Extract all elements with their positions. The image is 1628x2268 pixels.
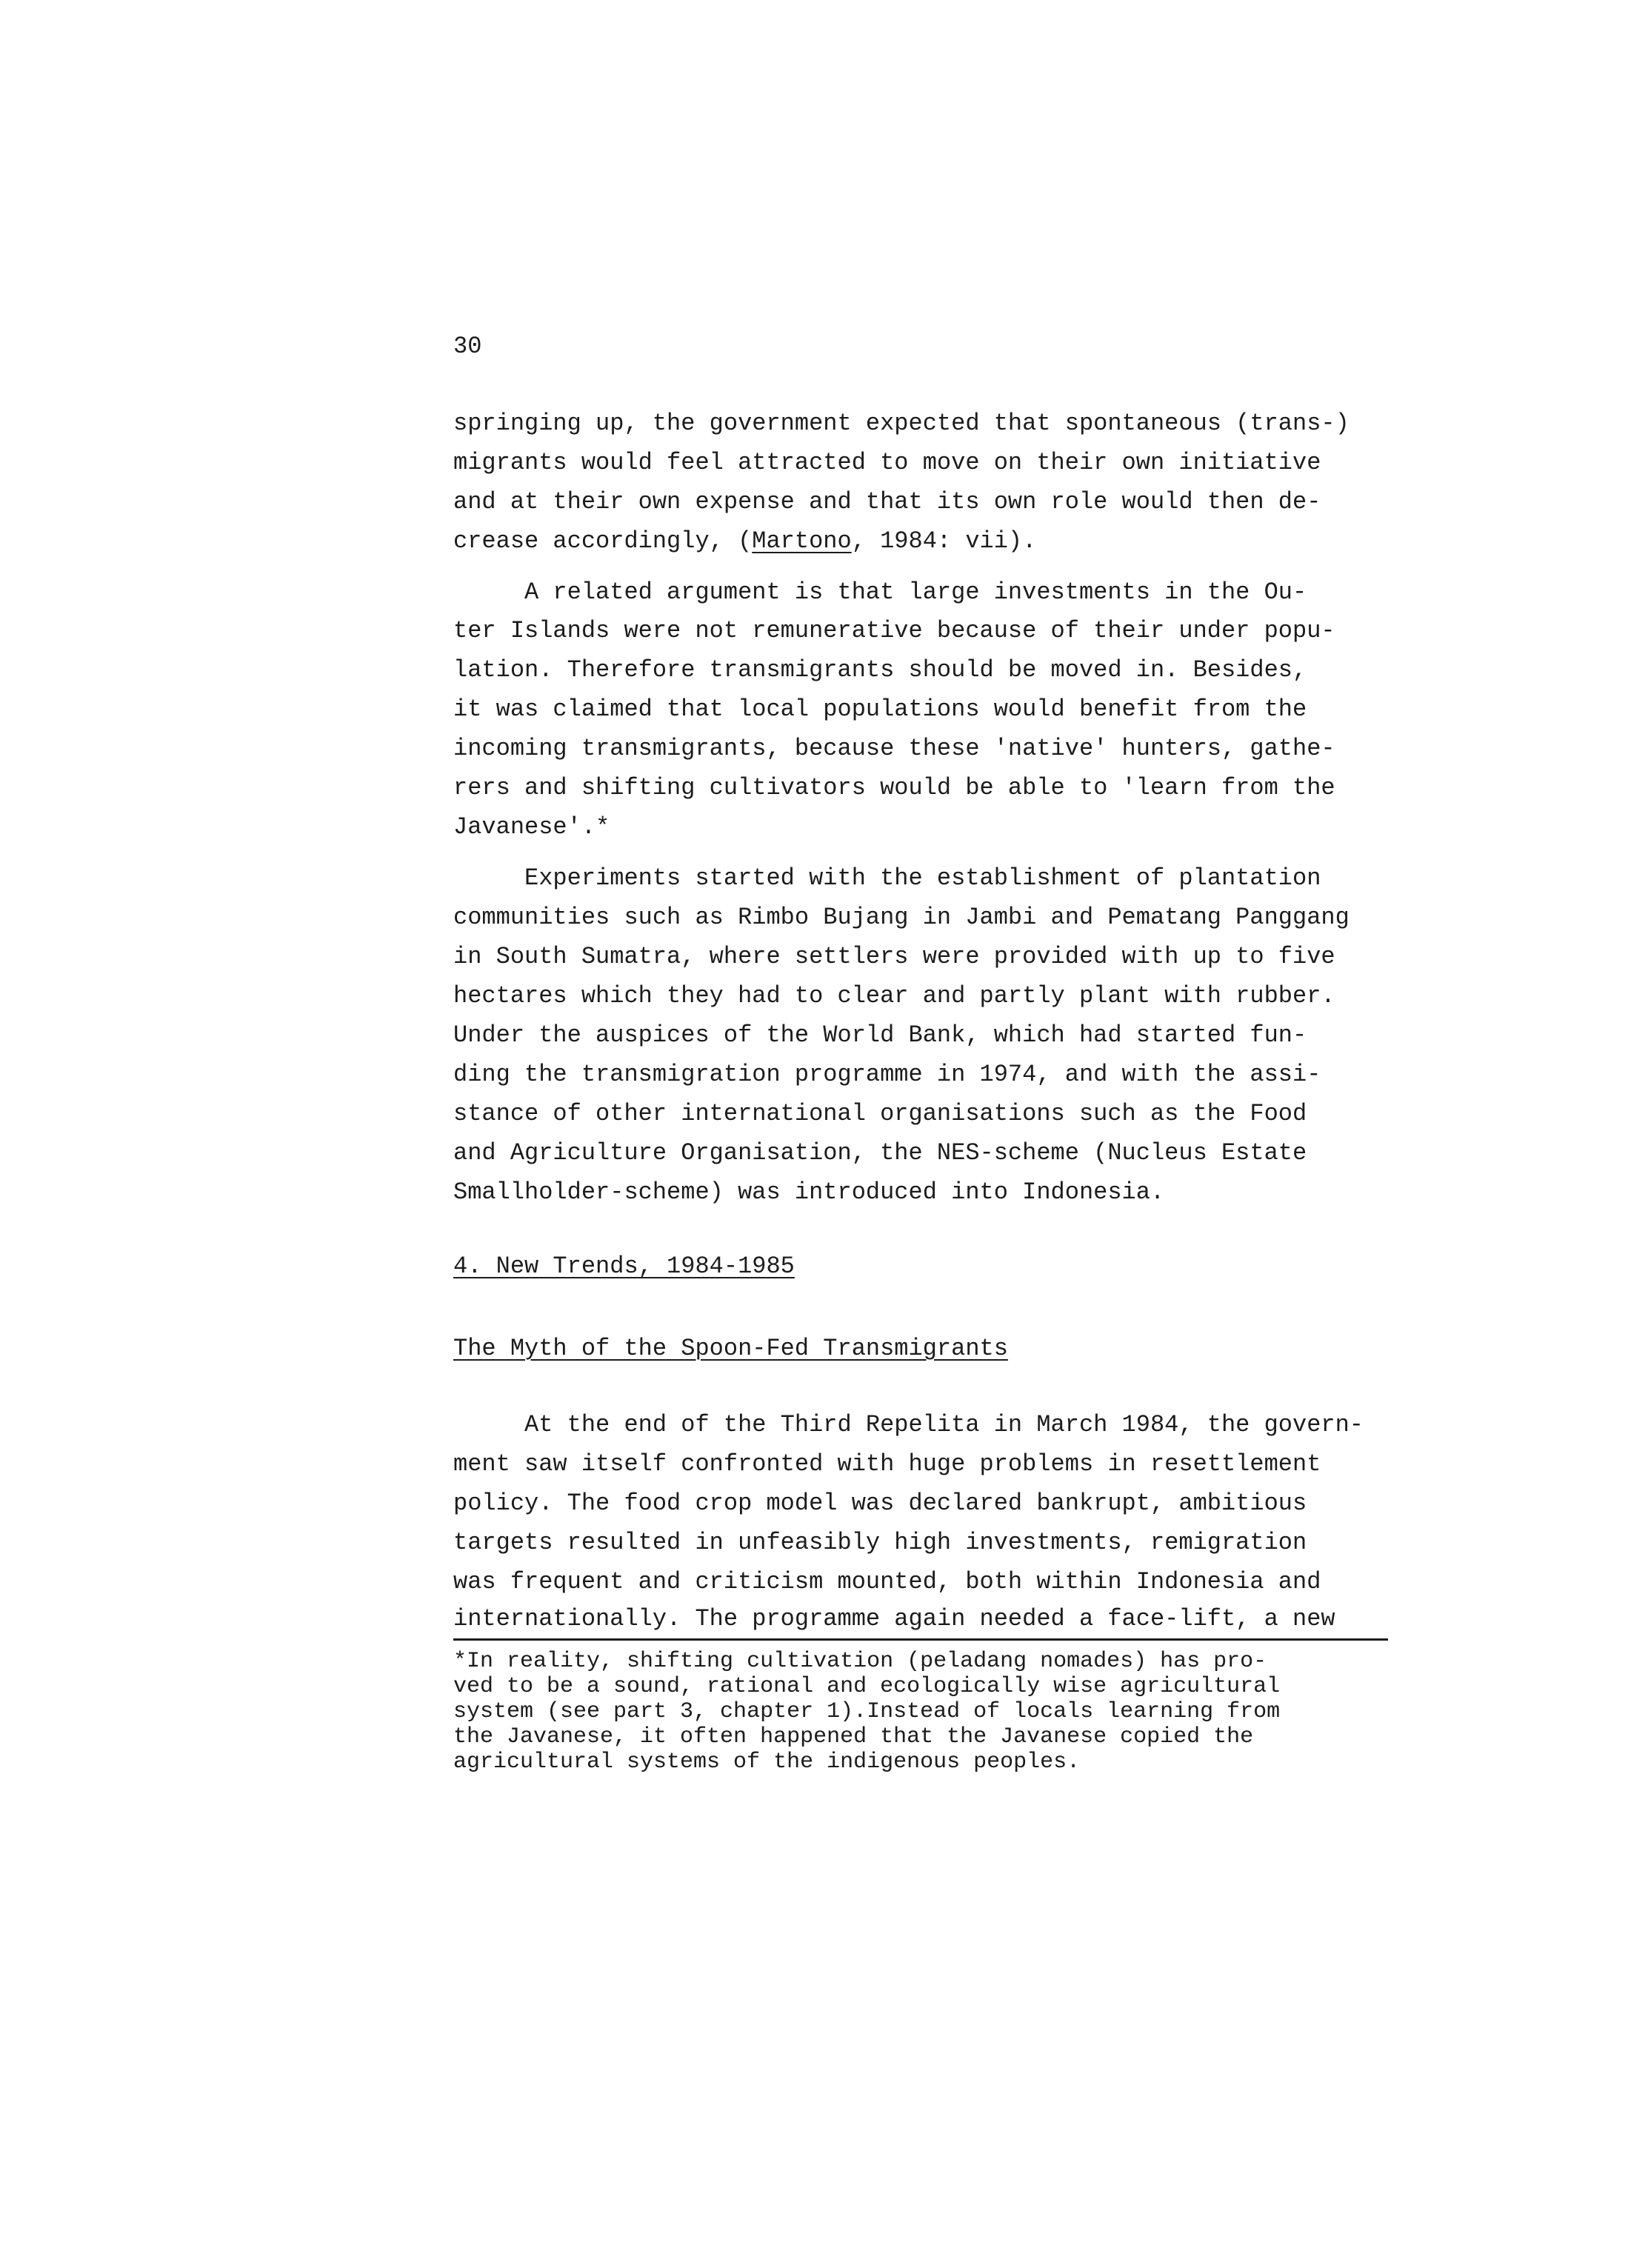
footnote-line: ved to be a sound, rational and ecologically wise agricultural — [453, 1674, 1281, 1699]
paragraph-2-line: ter Islands were not remunerative because of their under popu- — [453, 617, 1335, 644]
paragraph-2-line: Javanese'.* — [453, 813, 610, 841]
paragraph-3-line: ding the transmigration programme in 1974, and with the assi- — [453, 1061, 1321, 1088]
text-span: crease accordingly, ( — [453, 527, 753, 555]
paragraph-2-line: incoming transmigrants, because these 'native' hunters, gathe- — [453, 735, 1335, 762]
paragraph-2-line: rers and shifting cultivators would be able to 'learn from the — [453, 774, 1335, 801]
paragraph-2-line: A related argument is that large investments in the Ou- — [453, 578, 1307, 606]
paragraph-1-line: springing up, the government expected that spontaneous (trans-) — [453, 410, 1350, 437]
subsection-heading: The Myth of the Spoon-Fed Transmigrants — [453, 1335, 1008, 1362]
paragraph-2-line: it was claimed that local populations would benefit from the — [453, 696, 1307, 723]
citation-author: Martono — [752, 527, 852, 555]
paragraph-4-line: was frequent and criticism mounted, both within Indonesia and — [453, 1568, 1321, 1595]
paragraph-1-line: and at their own expense and that its own role would then de- — [453, 488, 1321, 516]
footnote-line: agricultural systems of the indigenous peoples. — [453, 1750, 1081, 1775]
text-span: , 1984: vii). — [851, 527, 1037, 555]
paragraph-3-line: Experiments started with the establishment of plantation — [453, 864, 1321, 892]
footnote-line: system (see part 3, chapter 1).Instead of locals learning from — [453, 1699, 1281, 1724]
footnote-divider — [453, 1638, 1388, 1641]
paragraph-4-line: internationally. The programme again needed a face-lift, a new — [453, 1605, 1335, 1632]
paragraph-4-line: policy. The food crop model was declared bankrupt, ambitious — [453, 1490, 1307, 1517]
footnote-line: the Javanese, it often happened that the Javanese copied the — [453, 1724, 1254, 1750]
paragraph-3-line: communities such as Rimbo Bujang in Jambi and Pematang Panggang — [453, 904, 1350, 931]
paragraph-1-line: migrants would feel attracted to move on their own initiative — [453, 449, 1321, 476]
paragraph-4-line: targets resulted in unfeasibly high investments, remigration — [453, 1529, 1307, 1556]
paragraph-2-line: lation. Therefore transmigrants should be moved in. Besides, — [453, 656, 1307, 684]
paragraph-4-line: ment saw itself confronted with huge problems in resettlement — [453, 1450, 1321, 1478]
footnote-line: *In reality, shifting cultivation (peladang nomades) has pro- — [453, 1649, 1267, 1674]
paragraph-3-line: Under the auspices of the World Bank, which had started fun- — [453, 1021, 1307, 1049]
page-number: 30 — [453, 333, 482, 360]
paragraph-3-line: in South Sumatra, where settlers were provided with up to five — [453, 943, 1335, 970]
paragraph-1-line — [453, 527, 1036, 556]
section-heading: 4. New Trends, 1984-1985 — [453, 1253, 795, 1280]
paragraph-4-line: At the end of the Third Repelita in March 1984, the govern- — [453, 1411, 1364, 1438]
paragraph-3-line: and Agriculture Organisation, the NES-scheme (Nucleus Estate — [453, 1139, 1307, 1167]
paragraph-3-line: Smallholder-scheme) was introduced into Indonesia. — [453, 1178, 1165, 1206]
paragraph-3-line: hectares which they had to clear and partly plant with rubber. — [453, 982, 1335, 1010]
paragraph-3-line: stance of other international organisations such as the Food — [453, 1100, 1307, 1127]
